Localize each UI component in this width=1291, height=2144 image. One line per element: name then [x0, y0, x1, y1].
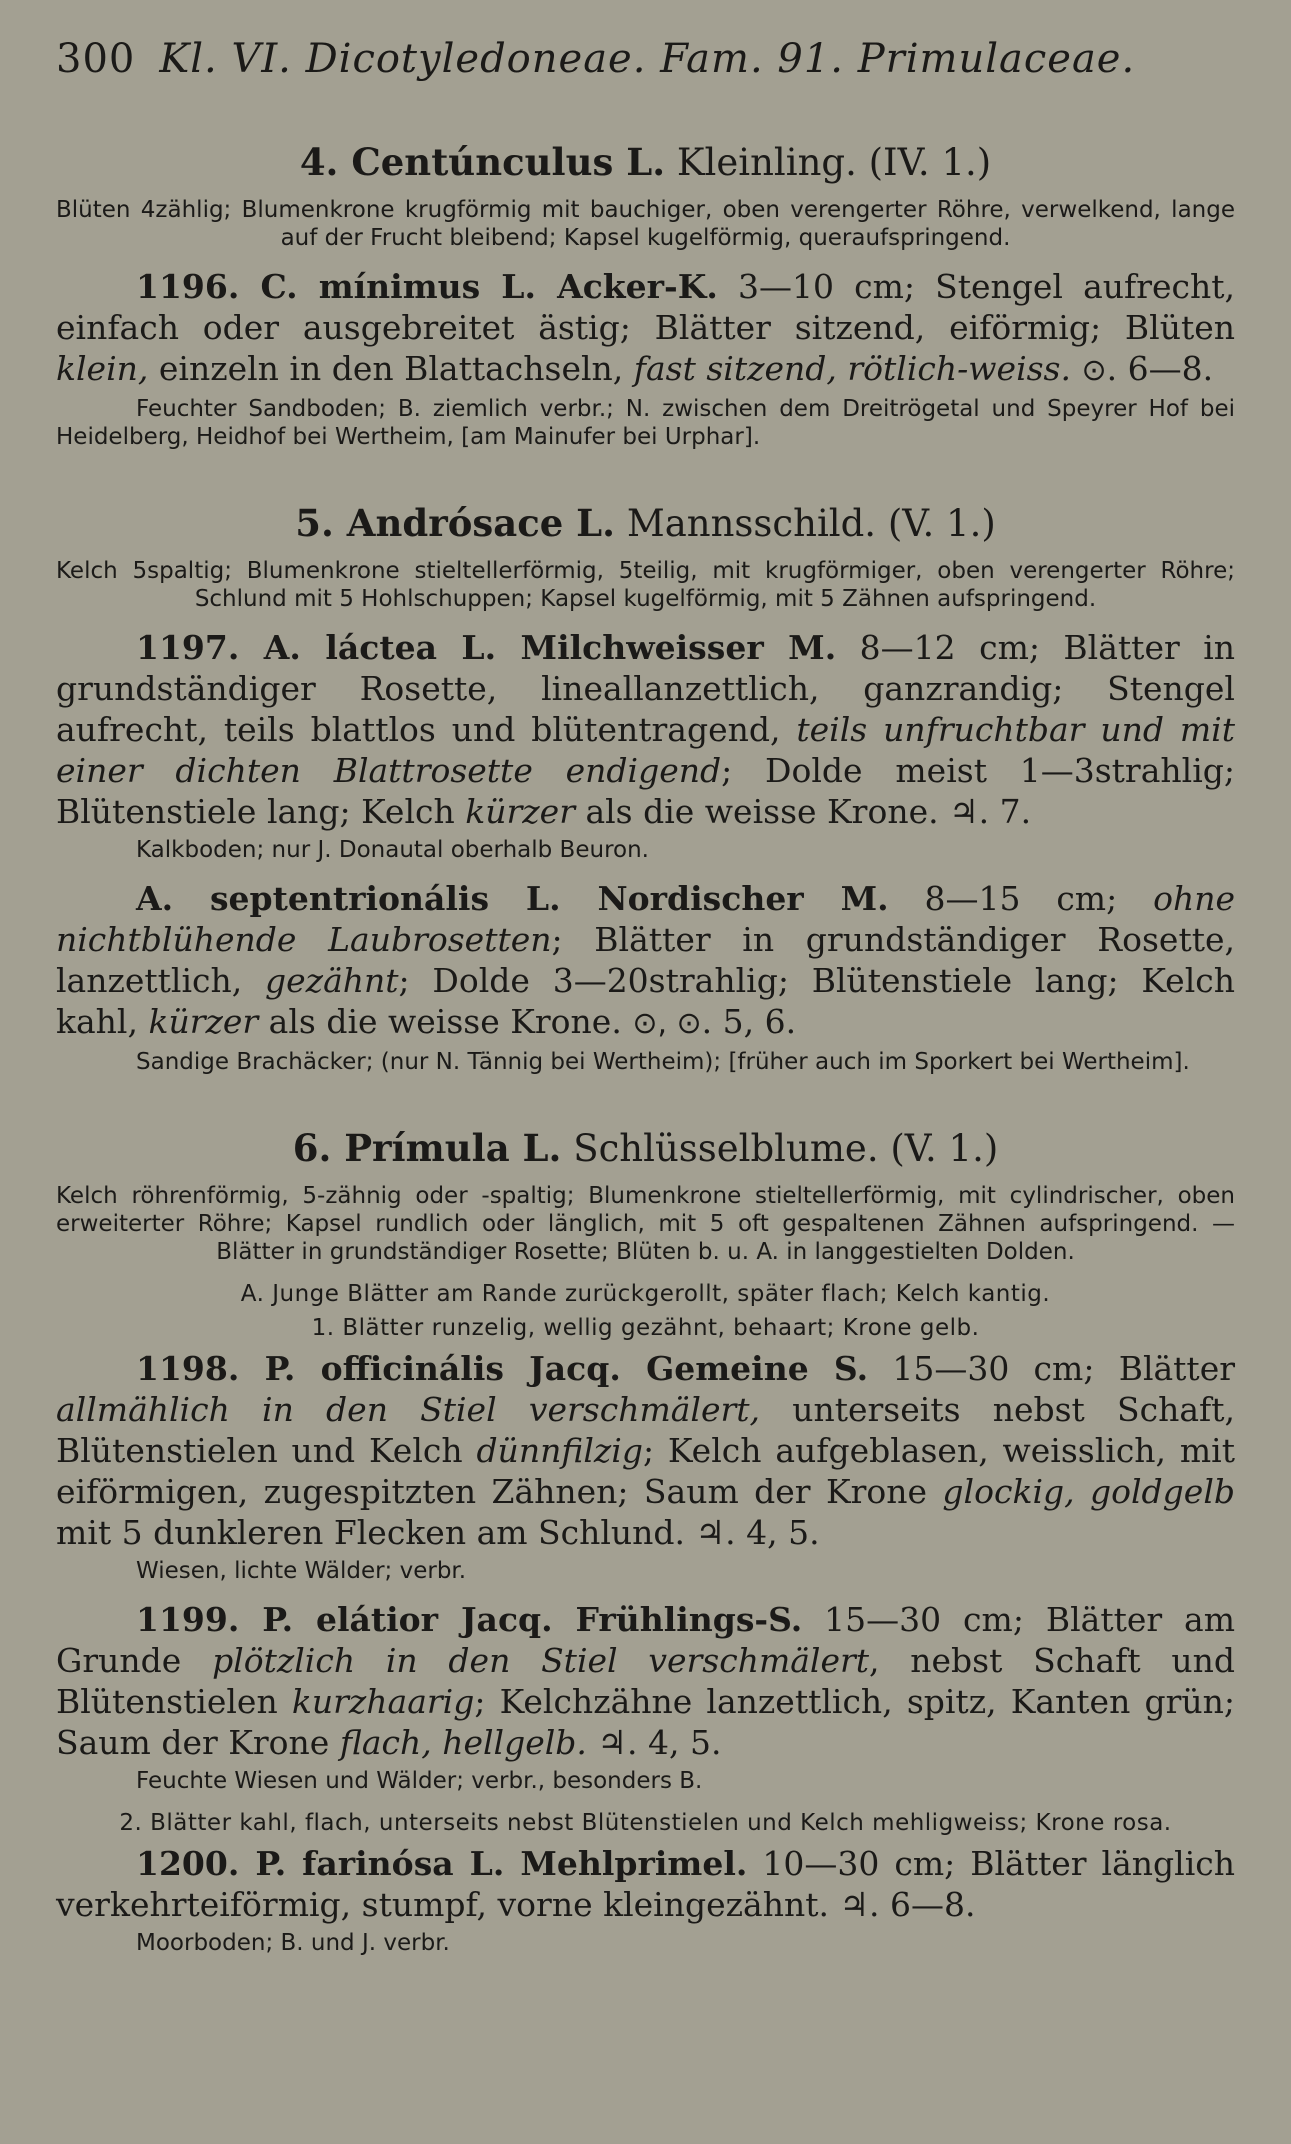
species-entry-1198: 1198. P. officinális Jacq. Gemeine S. 15—30 cm; Blätter allmählich in den Stiel verschmälert, unterseits nebst Schaft, Blütenstielen und Kelch dünnfilzig; Kelch aufgeblasen, weisslich, mit eiförmigen, zugespitzten Zähnen; Saum der Krone glockig, goldgelb mit 5 dunkleren Flecken am Schlund. ♃. 4, 5.	[56, 1349, 1235, 1552]
annual-symbol: ⊙	[1081, 353, 1107, 388]
key-line-2: 2. Blätter kahl, flach, unterseits nebst Blütenstielen und Kelch mehligweiss; Krone rosa.	[119, 1810, 1172, 1836]
running-head-text: Kl. VI. Dicotyledoneae. Fam. 91. Primulaceae.	[159, 36, 1136, 82]
habitat-note: Kalkboden; nur J. Donautal oberhalb Beuron.	[136, 837, 649, 863]
species-entry-1197: 1197. A. láctea L. Milchweisser M. 8—12 cm; Blätter in grundständiger Rosette, lineallanzettlich, ganzrandig; Stengel aufrecht, teils blattlos und blütentragend, teils unfruchtbar und mit einer dichten Blattrosette endigend; Dolde meist 1—3strahlig; Blütenstiele lang; Kelch kürzer als die weisse Krone. ♃. 7.	[56, 628, 1236, 831]
genus-heading-primula: 6. Prímula L. Schlüsselblume. (V. 1.)	[292, 1126, 999, 1170]
genus-heading-centunculus: 4. Centúnculus L. Kleinling. (IV. 1.)	[299, 140, 992, 184]
species-entry-1200: 1200. P. farinósa L. Mehlprimel. 10—30 cm; Blätter länglich verkehrteiförmig, stumpf, vorne kleingezähnt. ♃. 6—8.	[56, 1844, 1235, 1924]
genus-description: Blüten 4zählig; Blumenkrone krugförmig mit bauchiger, oben verengerter Röhre, verwelkend, lange auf der Frucht bleibend; Kapsel kugelförmig, queraufspringend.	[56, 197, 1235, 251]
key-line-1: 1. Blätter runzelig, wellig gezähnt, behaart; Krone gelb.	[311, 1315, 980, 1341]
genus-description: Kelch röhrenförmig, 5-zähnig oder -spaltig; Blumenkrone stieltellerförmig, mit cylindrischer, oben erweiterter Röhre; Kapsel rundlich oder länglich, mit 5 oft gespaltenen Zähnen aufspringend. — Blätter in grundständiger Rosette; Blüten b. u. A. in langgestielten Dolden.	[56, 1183, 1235, 1265]
species-entry-1196: 1196. C. mínimus L. Acker-K. 3—10 cm; Stengel aufrecht, einfach oder ausgebreitet ästig; Blätter sitzend, eiförmig; Blüten klein, einzeln in den Blattachseln, fast sitzend, rötlich-weiss. ⊙. 6—8.	[56, 267, 1235, 388]
habitat-note: Sandige Brachäcker; (nur N. Tännig bei Wertheim); [früher auch im Sporkert bei Wertheim].	[136, 1049, 1190, 1075]
species-entry-1199: 1199. P. elátior Jacq. Frühlings-S. 15—30 cm; Blätter am Grunde plötzlich in den Stiel verschmälert, nebst Schaft und Blütenstielen kurzhaarig; Kelchzähne lanzettlich, spitz, Kanten grün; Saum der Krone flach, hellgelb. ♃. 4, 5.	[56, 1600, 1236, 1762]
genus-heading-androsace: 5. Andrósace L. Mannsschild. (V. 1.)	[295, 501, 996, 545]
habitat-note: Moorboden; B. und J. verbr.	[136, 1930, 450, 1956]
running-head	[56, 36, 1235, 82]
annual-symbols: ⊙, ⊙	[632, 1006, 702, 1041]
habitat-note: Feuchter Sandboden; B. ziemlich verbr.; N. zwischen dem Dreitrögetal und Speyrer Hof bei Heidelberg, Heidhof bei Wertheim, [am Mainufer bei Urphar].	[56, 396, 1235, 450]
habitat-note: Feuchte Wiesen und Wälder; verbr., besonders B.	[136, 1768, 703, 1794]
genus-description: Kelch 5spaltig; Blumenkrone stieltellerförmig, 5teilig, mit krugförmiger, oben verengerter Röhre; Schlund mit 5 Hohlschuppen; Kapsel kugelförmig, mit 5 Zähnen aufspringend.	[56, 558, 1235, 612]
page-number: 300	[56, 36, 136, 82]
key-line-a: A. Junge Blätter am Rande zurückgerollt, später flach; Kelch kantig.	[240, 1281, 1051, 1307]
habitat-note: Wiesen, lichte Wälder; verbr.	[136, 1558, 467, 1584]
species-entry-septentrionalis: A. septentrionális L. Nordischer M. 8—15 cm; ohne nichtblühende Laubrosetten; Blätter in grundständiger Rosette, lanzettlich, gezähnt; Dolde 3—20strahlig; Blütenstiele lang; Kelch kahl, kürzer als die weisse Krone. ⊙, ⊙. 5, 6.	[56, 879, 1235, 1041]
